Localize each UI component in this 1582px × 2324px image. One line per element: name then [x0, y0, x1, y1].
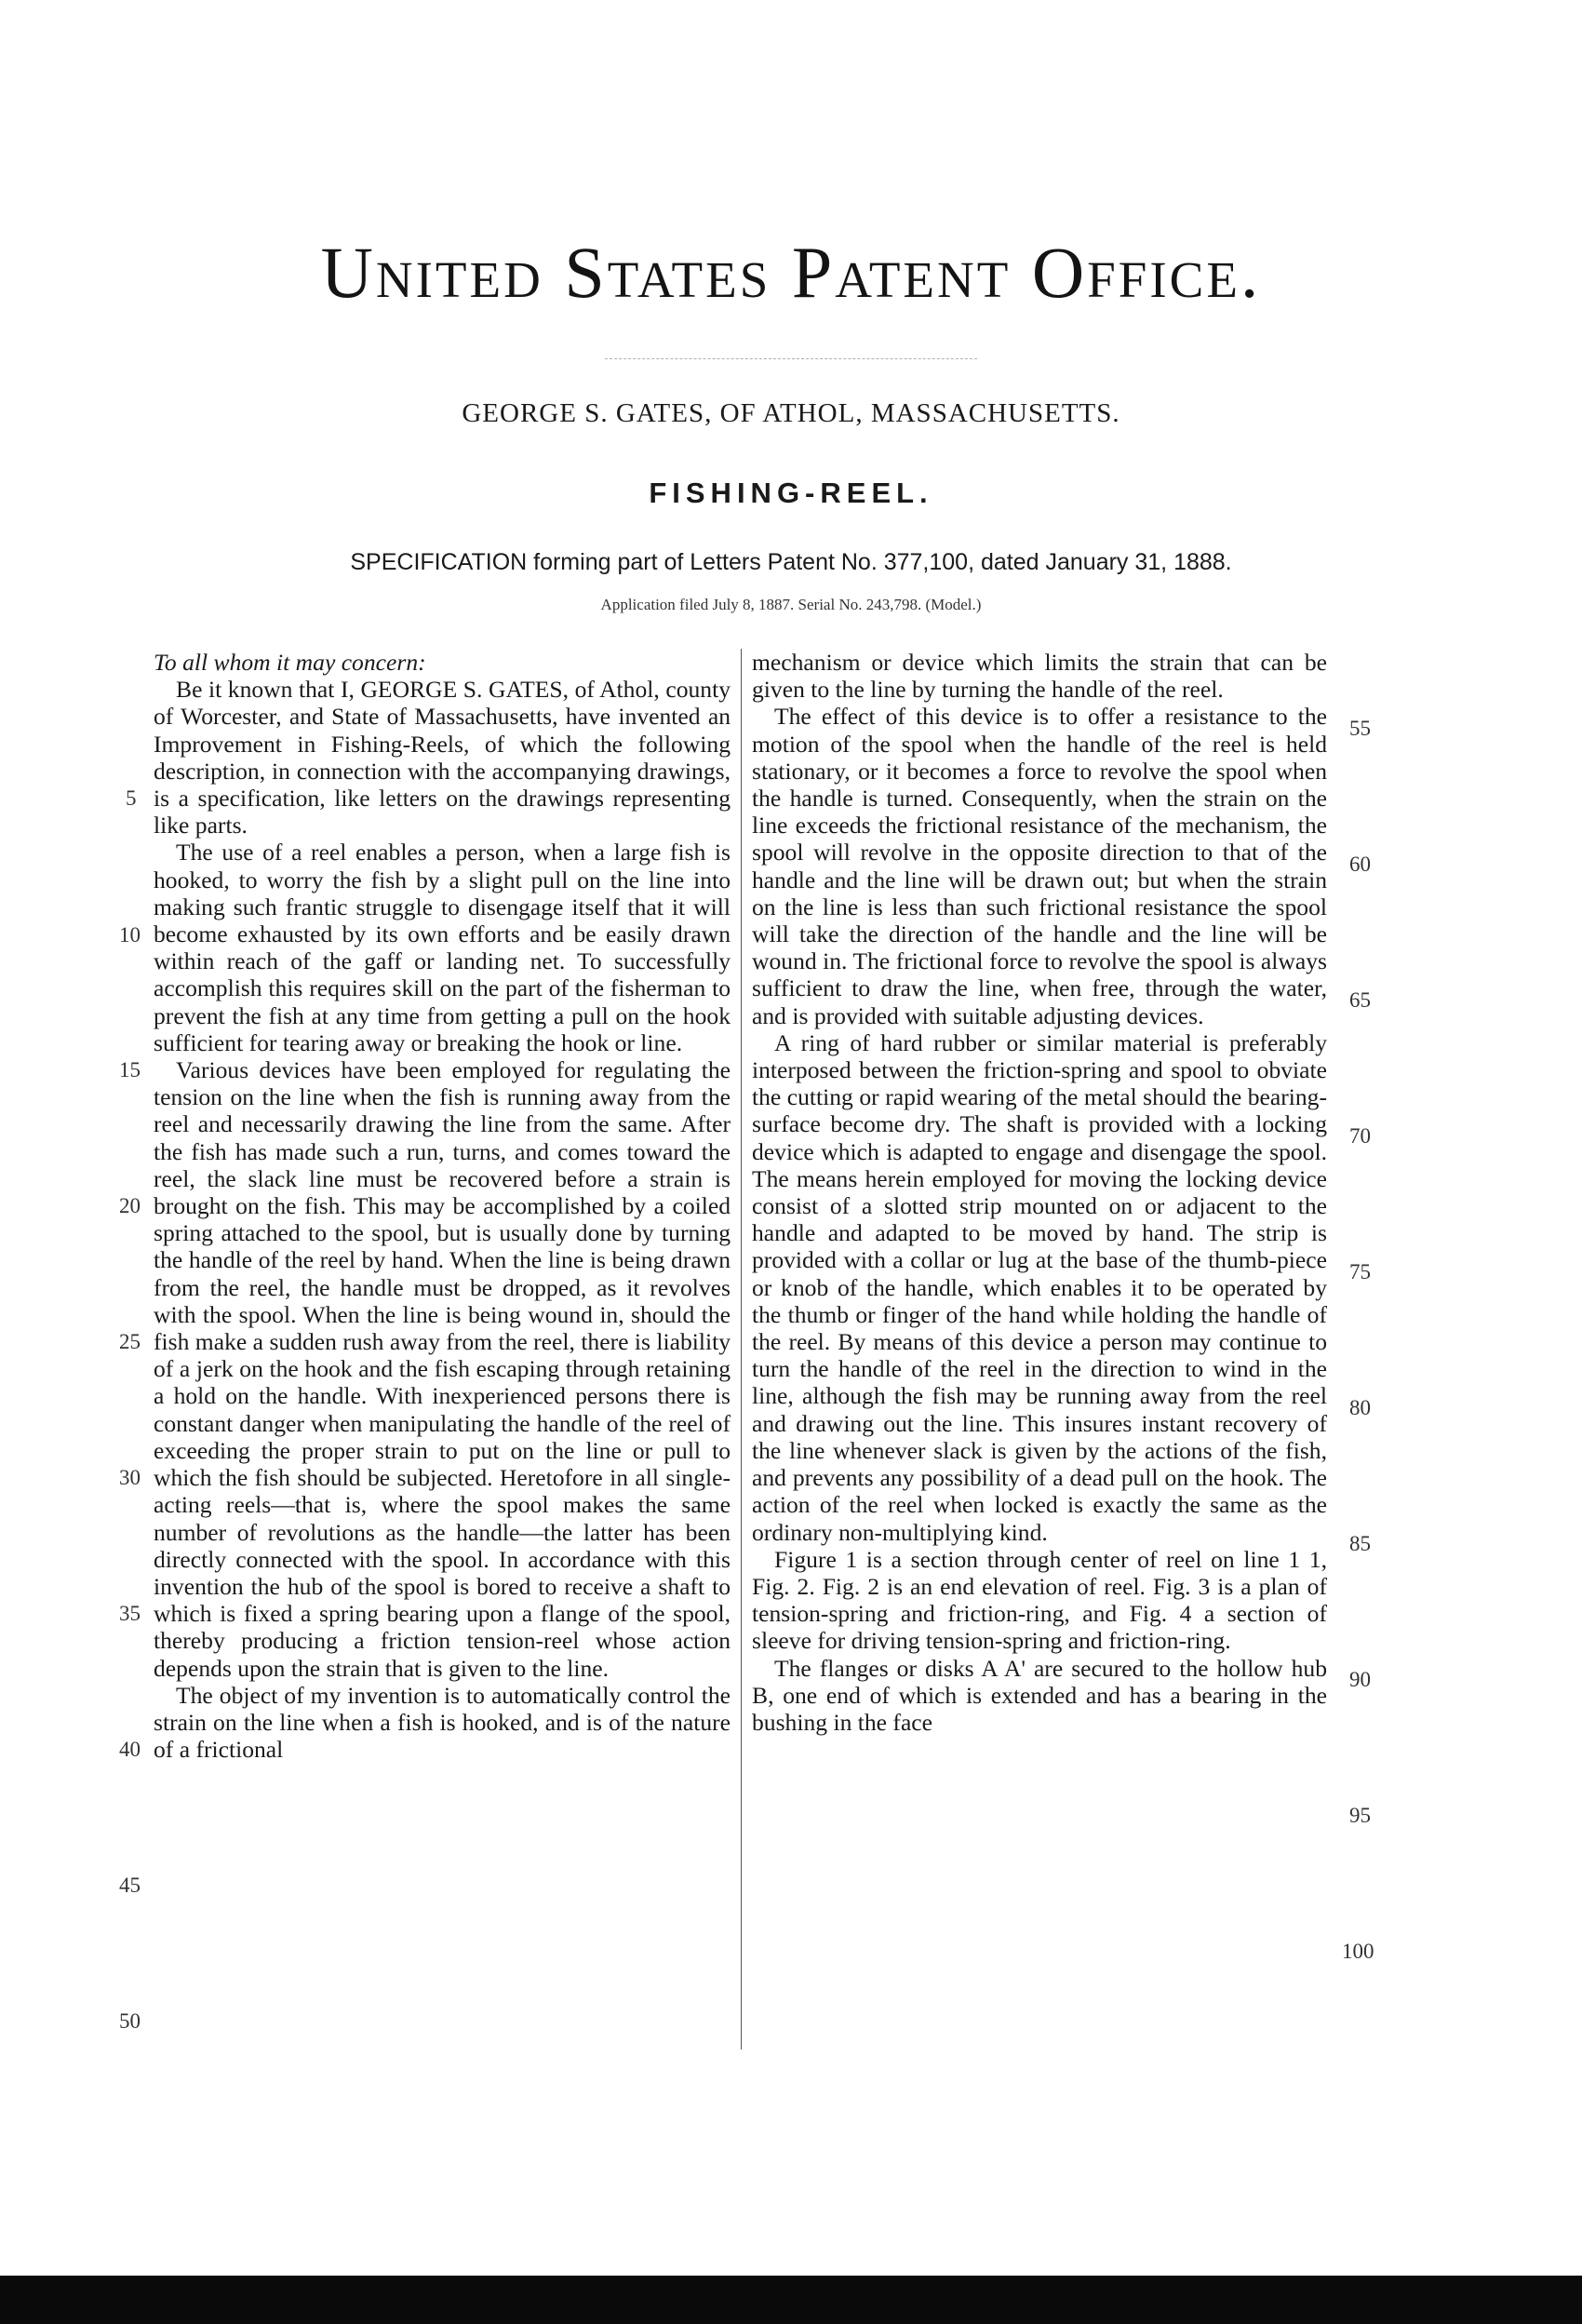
- line-number: 15: [119, 1058, 141, 1081]
- line-number: 50: [119, 2009, 141, 2033]
- left-text-column: [154, 649, 731, 1763]
- column-divider: [741, 649, 742, 2049]
- salutation: To all whom it may concern:: [154, 649, 426, 676]
- paragraph: The flanges or disks A A' are secured to the hollow hub B, one end of which is extended and has a bearing in the bushing in the face: [752, 1654, 1327, 1736]
- line-number: 80: [1349, 1396, 1371, 1419]
- paragraph: Figure 1 is a section through center of reel on line 1 1, Fig. 2. Fig. 2 is an end elevation of reel. Fig. 3 is a plan of tension-spring and friction-ring, and Fig. 4 a section of sleeve for driving tension-spring and friction-ring.: [752, 1545, 1327, 1655]
- line-number: 45: [119, 1874, 141, 1897]
- paragraph: A ring of hard rubber or similar material is preferably interposed between the friction-spring and spool to obviate the cutting or rapid wearing of the metal should the bearing-surface become dry. The shaft is provided with a locking device which is adapted to engage and disengage the spool. The means herein employed for moving the locking device consist of a slotted strip mounted on or adjacent to the handle and adapted to be moved by hand. The strip is provided with a collar or lug at the base of the thumb-piece or knob of the handle, which enables it to be operated by the thumb or finger of the hand while holding the handle of the reel. By means of this device a person may continue to turn the handle of the reel in the direction to wind in the line, although the fish may be running away from the reel and drawing out the line. This insures instant recovery of the line whenever slack is given by the actions of the fish, and prevents any possibility of a dead pull on the hook. The action of the reel when locked is exactly the same as the ordinary non-multiplying kind.: [752, 1028, 1327, 1546]
- patent-office-title: United States Patent Office.: [320, 232, 1262, 313]
- inventor-line: GEORGE S. GATES, OF ATHOL, MASSACHUSETTS.: [462, 398, 1120, 428]
- line-number: 95: [1349, 1804, 1371, 1827]
- line-number: 30: [119, 1466, 141, 1489]
- line-number: 100: [1342, 1940, 1374, 1963]
- line-number: 5: [126, 786, 137, 810]
- line-number: 10: [119, 923, 141, 947]
- line-number: 35: [119, 1602, 141, 1625]
- paragraph: mechanism or device which limits the strain that can be given to the line by turning the handle of the reel.: [752, 649, 1327, 704]
- line-number: 65: [1349, 988, 1371, 1012]
- application-line: Application filed July 8, 1887. Serial No. 243,798. (Model.): [600, 596, 982, 613]
- specification-line: SPECIFICATION forming part of Letters Patent No. 377,100, dated January 31, 1888.: [350, 549, 1232, 575]
- line-number: 70: [1349, 1124, 1371, 1148]
- paragraph: The effect of this device is to offer a resistance to the motion of the spool when the handle of the reel is held stationary, or it becomes a force to revolve the spool when the handle is turned. Consequently, when the strain on the line exceeds the frictional resistance of the mechanism, the spool will revolve in the opposite direction to that of the handle and the line will be drawn out; but when the strain on the line is less than such frictional resistance the spool will take the direction of the handle and the line will be wound in. The frictional force to revolve the spool is always sufficient to draw the line, when free, through the water, and is provided with suitable adjusting devices.: [752, 703, 1327, 1029]
- line-number: 55: [1349, 717, 1371, 740]
- invention-title: FISHING-REEL.: [649, 477, 933, 509]
- title-divider: [605, 358, 977, 359]
- line-number: 75: [1349, 1260, 1371, 1283]
- paragraph: The use of a reel enables a person, when a large fish is hooked, to worry the fish by a slight pull on the line into making such frantic struggle to disengage itself that it will become exhausted by its own efforts and be easily drawn within reach of the gaff or landing net. To successfully accomplish this requires skill on the part of the fisherman to prevent the fish at any time from getting a pull on the hook sufficient for tearing away or breaking the hook or line.: [154, 839, 731, 1056]
- paragraph: Be it known that I, GEORGE S. GATES, of Athol, county of Worcester, and State of Massachusetts, have invented an Improvement in Fishing-Reels, of which the following description, in connection with the accompanying drawings, is a specification, like letters on the drawings representing like parts.: [154, 676, 731, 840]
- line-number: 25: [119, 1330, 141, 1353]
- line-number: 20: [119, 1194, 141, 1217]
- line-number: 85: [1349, 1532, 1371, 1555]
- line-number: 90: [1349, 1668, 1371, 1691]
- line-number: 60: [1349, 853, 1371, 876]
- line-number: 40: [119, 1738, 141, 1761]
- scan-border-bar: [0, 2276, 1582, 2324]
- paragraph: Various devices have been employed for regulating the tension on the line when the fish is running away from the reel and necessarily drawing the line from the same. After the fish has made such a run, turns, and comes toward the reel, the slack line must be recovered before a strain is brought on the fish. This may be accomplished by a coiled spring attached to the spool, but is usually done by turning the handle of the reel by hand. When the line is being drawn from the reel, the handle must be dropped, as it revolves with the spool. When the line is being wound in, should the fish make a sudden rush away from the reel, there is liability of a jerk on the hook and the fish escaping through retaining a hold on the handle. With inexperienced persons there is constant danger when manipulating the handle of the reel of exceeding the proper strain to put on the line or pull to which the fish should be subjected. Heretofore in all single-acting reels—that is, where the spool makes the same number of revolutions as the handle—the latter has been directly connected with the spool. In accordance with this invention the hub of the spool is bored to receive a shaft to which is fixed a spring bearing upon a flange of the spool, thereby producing a friction tension-reel whose action depends upon the strain that is given to the line.: [154, 1056, 731, 1682]
- paragraph: The object of my invention is to automatically control the strain on the line when a fish is hooked, and is of the nature of a frictional: [154, 1681, 731, 1764]
- right-text-column: [752, 649, 1327, 1736]
